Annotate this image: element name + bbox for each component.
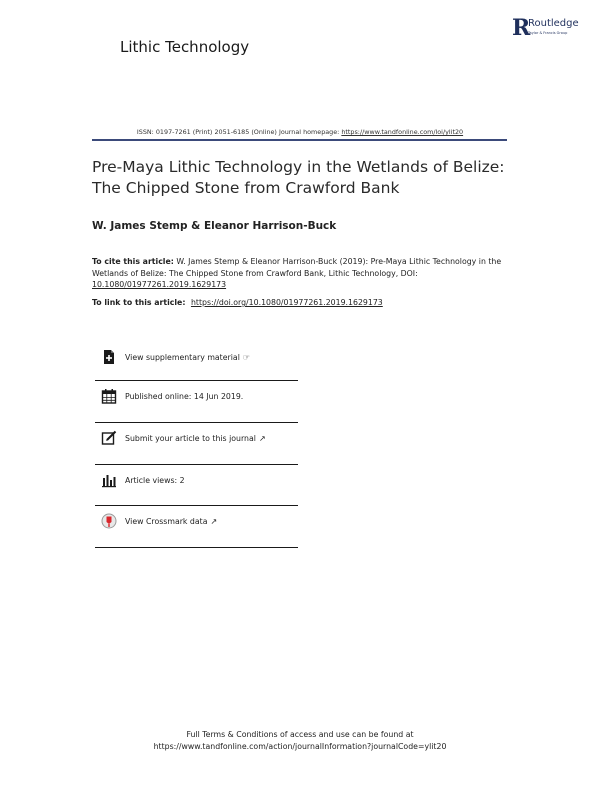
citation-text: W. James Stemp & Eleanor Harrison-Buck (2019): Pre-Maya Lithic Technology in the Wetlands of Belize: The Chipped Stone from Crawford Bank, Lithic Technology, DOI: [92, 257, 502, 278]
publisher-logo-tagline: Taylor & Francis Group [528, 31, 568, 35]
header-rule [92, 139, 507, 141]
action-published-online [95, 381, 298, 423]
citation-label: To cite this article: [92, 257, 174, 266]
action-view-crossmark[interactable] [95, 506, 298, 548]
article-actions-list [95, 342, 298, 548]
footer-terms-link[interactable]: https://www.tandfonline.com/action/journalInformation?journalCode=ylit20 [153, 741, 447, 751]
action-label: View supplementary material ☞ [125, 353, 251, 362]
article-title: Pre-Maya Lithic Technology in the Wetlands of Belize: The Chipped Stone from Crawford Bank [92, 158, 505, 197]
action-submit-article[interactable] [95, 423, 298, 465]
calendar-icon [101, 388, 117, 404]
action-label: Submit your article to this journal ↗ [125, 433, 266, 443]
routledge-logo-icon: R [512, 15, 531, 41]
submit-icon [101, 430, 117, 446]
footer-terms-text: Full Terms & Conditions of access and use can be found at [186, 730, 414, 739]
external-link-icon: ↗ [258, 433, 266, 443]
journal-homepage-link[interactable]: https://www.tandfonline.com/loi/ylit20 [341, 128, 464, 136]
issn-text: ISSN: 0197-7261 (Print) 2051-6185 (Online) Journal homepage: [136, 128, 340, 136]
action-label: Article views: 2 [125, 475, 185, 485]
article-authors: W. James Stemp & Eleanor Harrison-Buck [92, 220, 337, 232]
action-view-supplementary[interactable] [95, 342, 298, 381]
supplementary-icon [101, 349, 117, 365]
citation-block [92, 256, 517, 291]
article-doi-url-link[interactable]: https://doi.org/10.1080/01977261.2019.1629173 [190, 298, 383, 307]
citation-doi-link[interactable]: 10.1080/01977261.2019.1629173 [92, 280, 227, 289]
views-icon [101, 472, 117, 488]
external-link-icon: ↗ [210, 517, 218, 527]
action-article-views [95, 465, 298, 507]
action-label: Published online: 14 Jun 2019. [125, 392, 244, 401]
action-label: View Crossmark data ↗ [125, 517, 218, 527]
issn-line [0, 128, 600, 136]
publisher-logo-name: Routledge [528, 18, 579, 29]
crossmark-icon [101, 513, 117, 529]
footer [0, 729, 600, 752]
journal-name: Lithic Technology [120, 38, 250, 56]
external-link-icon: ☞ [242, 353, 251, 362]
article-link-label: To link to this article: [92, 298, 186, 307]
publisher-logo[interactable] [512, 16, 592, 44]
article-link-line [92, 298, 383, 307]
